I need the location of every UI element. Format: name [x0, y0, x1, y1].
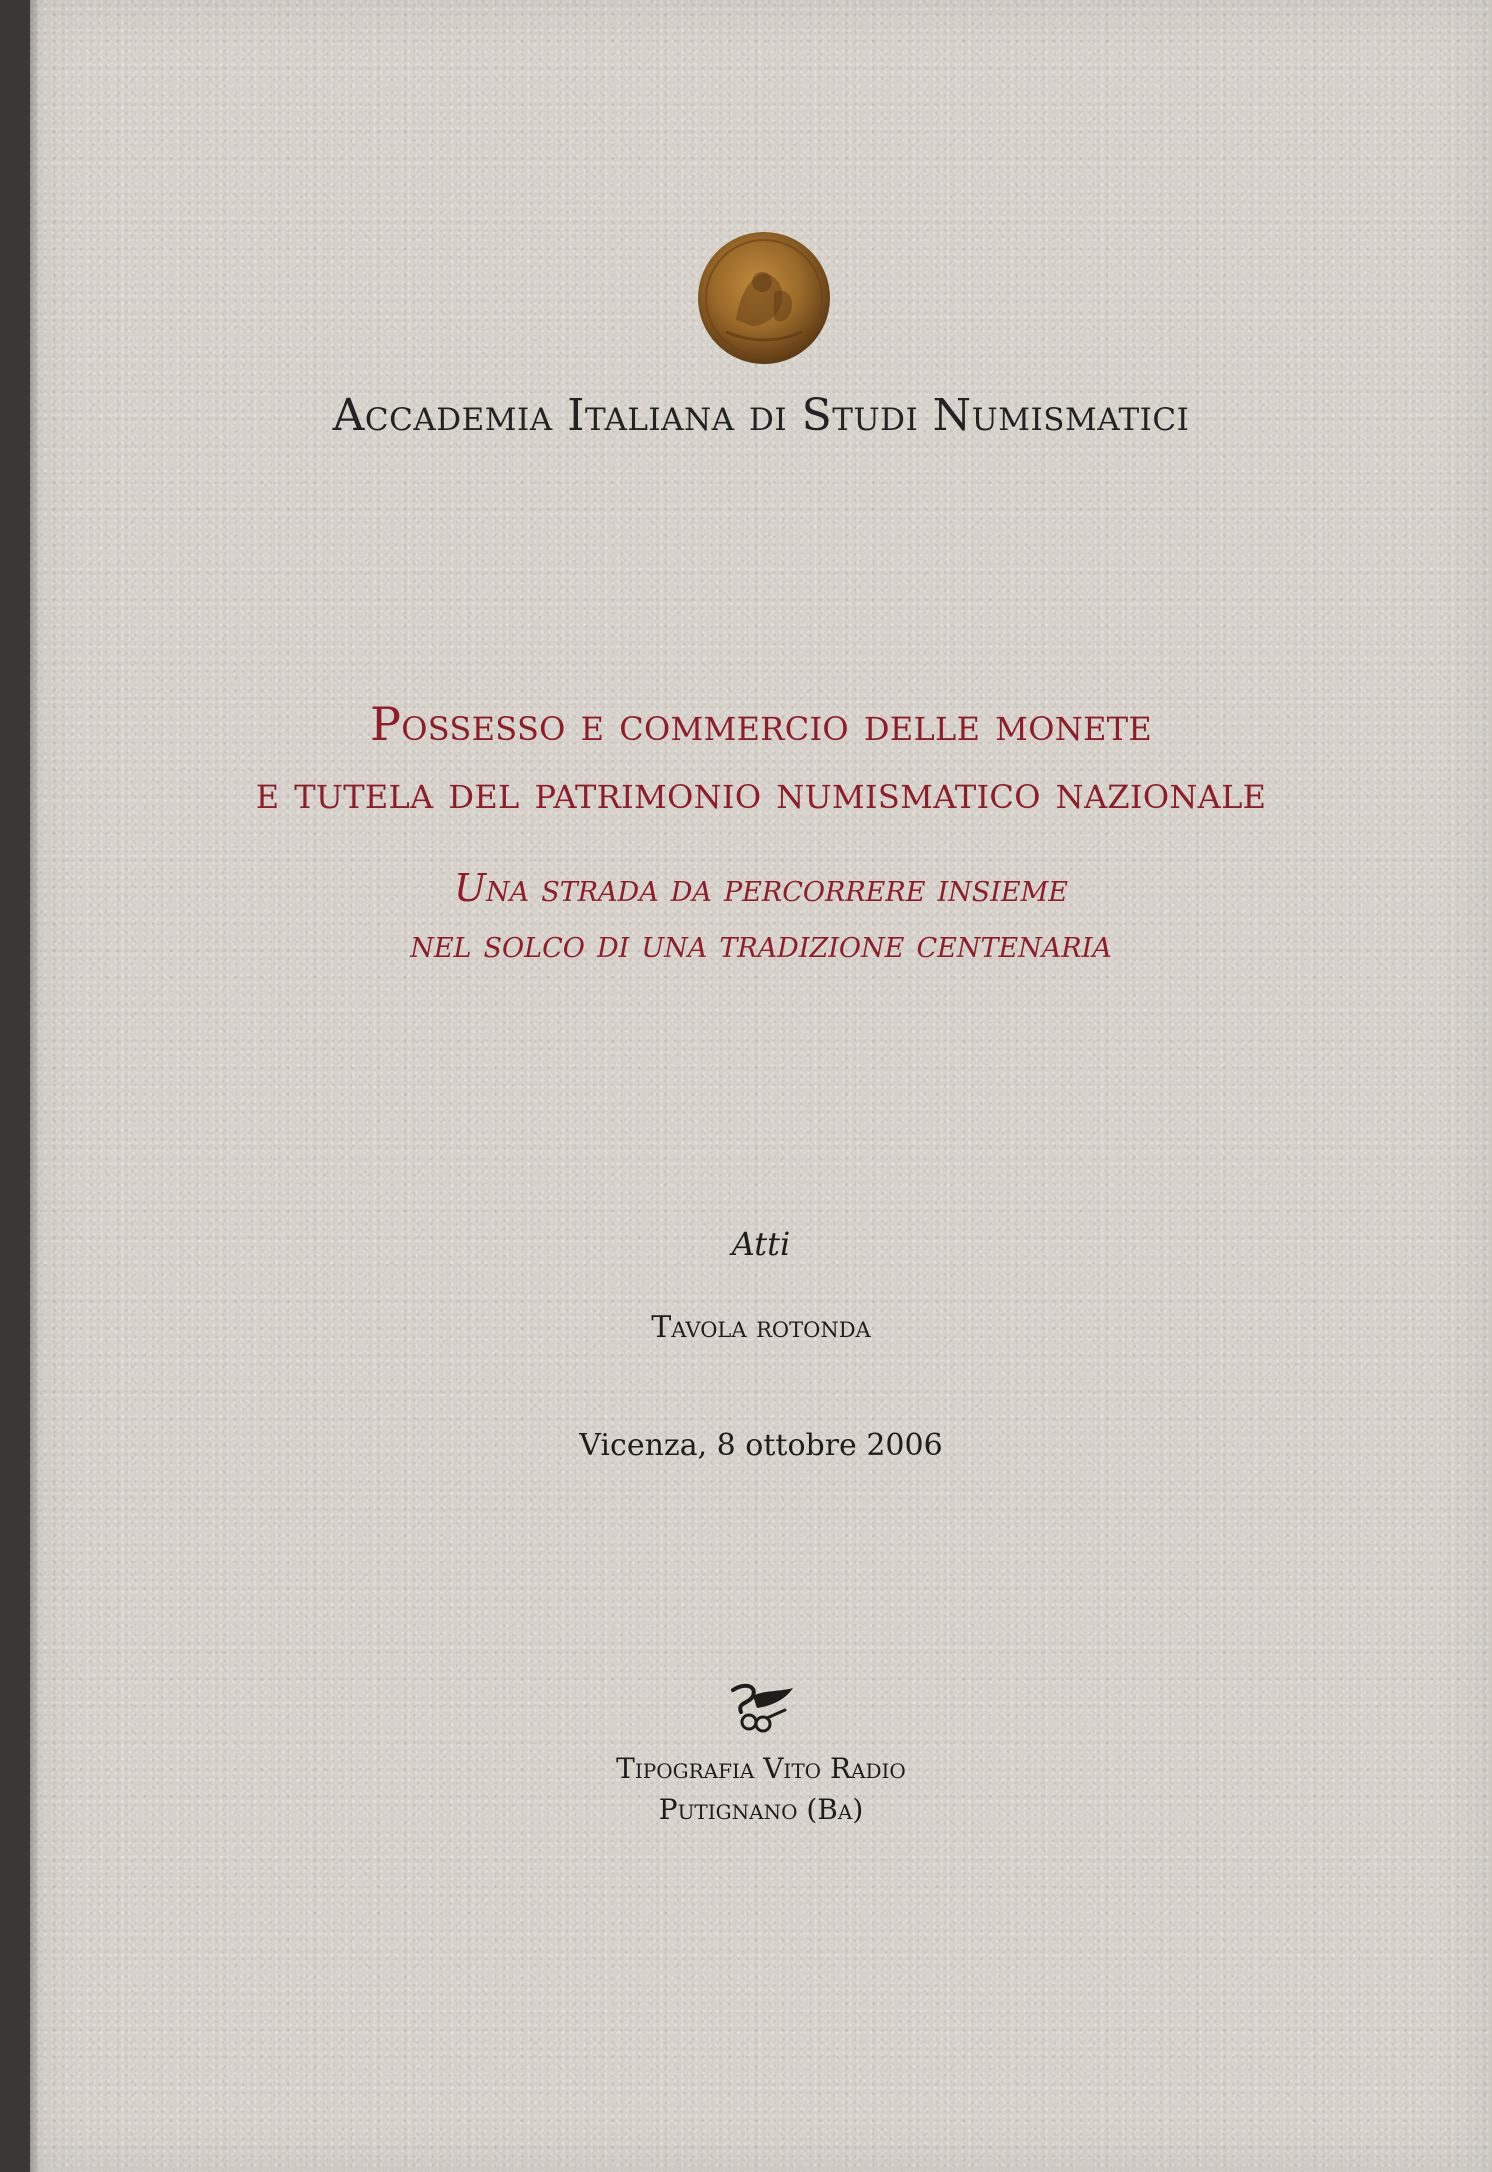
title-line-2: e tutela del patrimonio numismatico nazionale [255, 765, 1267, 819]
academy-seal-icon [696, 230, 832, 366]
academy-name: Accademia Italiana di Studi Numismatici [332, 390, 1190, 441]
subtitle-line-2: nel solco di una tradizione centenaria [410, 922, 1112, 966]
publisher-city: Putignano (Ba) [658, 1793, 864, 1826]
spine-shadow [30, 0, 40, 2172]
event-type: Tavola rotonda [651, 1310, 871, 1345]
title-line-1: Possesso e commercio delle monete [369, 697, 1153, 751]
subtitle-line-1: Una strada da percorrere insieme [453, 866, 1068, 910]
place-date: Vicenza, 8 ottobre 2006 [579, 1428, 943, 1463]
atti-label: Atti [731, 1225, 791, 1263]
publisher-name: Tipografia Vito Radio [616, 1752, 906, 1785]
printer-logo-icon [727, 1680, 797, 1736]
